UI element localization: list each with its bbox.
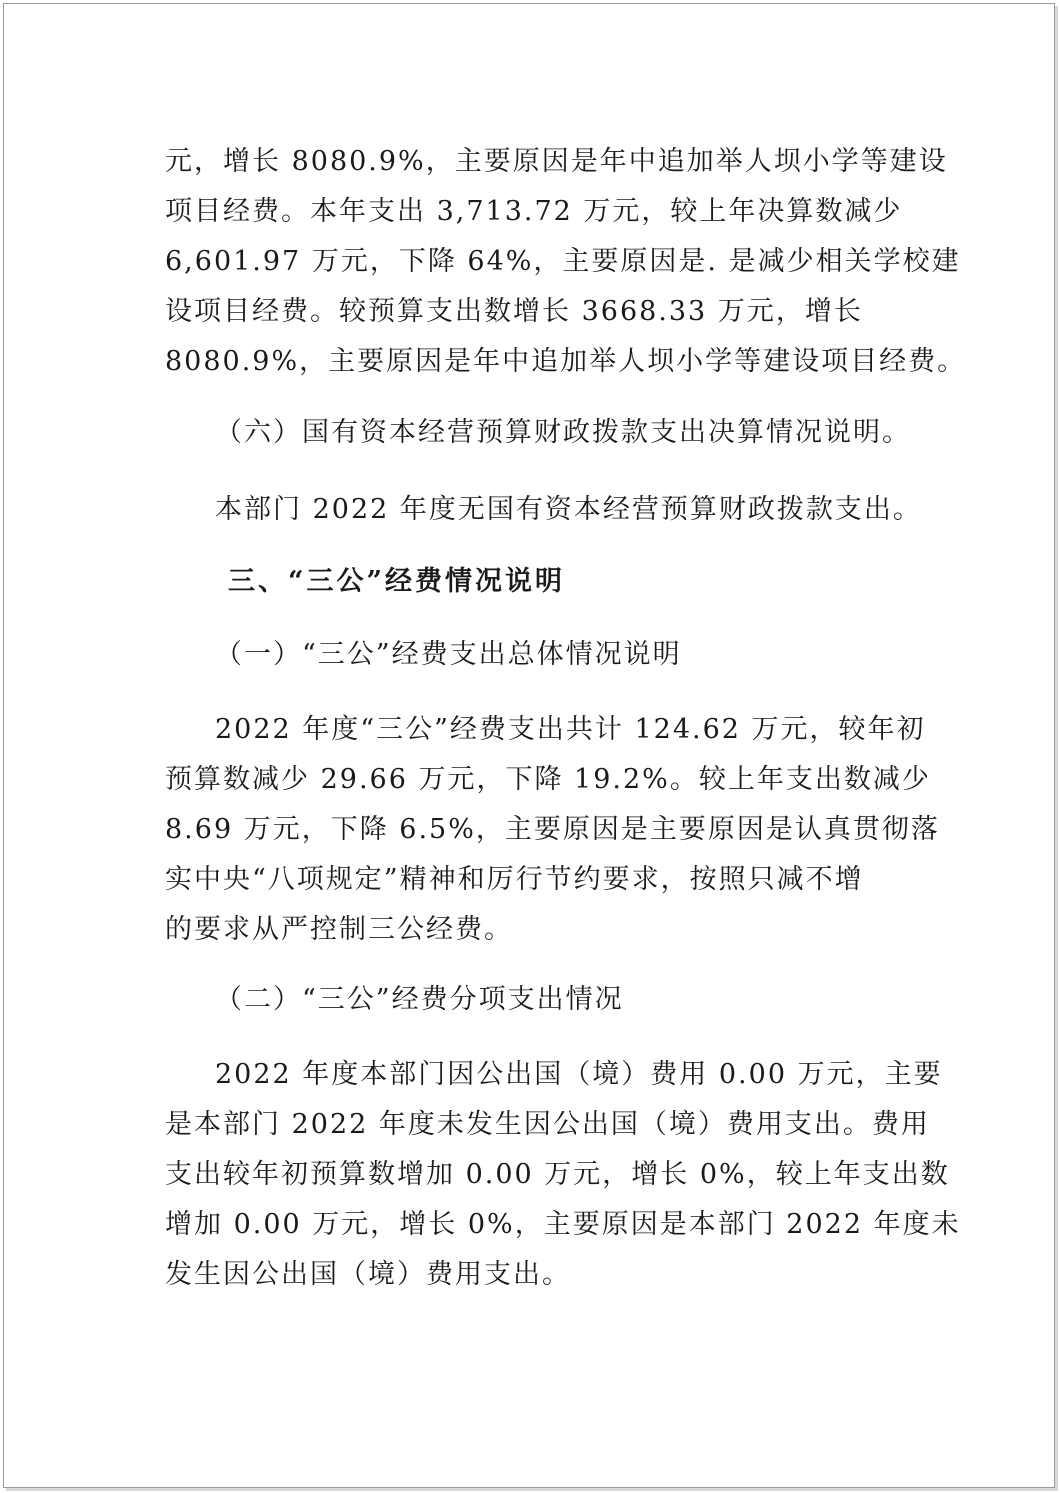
- text-line: 发生因公出国（境）费用支出。: [165, 1259, 571, 1290]
- text-line: 6,601.97 万元，下降 64%，主要原因是. 是减少相关学校建: [165, 246, 961, 277]
- heading-text: （一）“三公”经费支出总体情况说明: [215, 639, 682, 670]
- text-line: 实中央“八项规定”精神和厉行节约要求，按照只减不增: [165, 864, 864, 895]
- heading-text: 三、“三公”经费情况说明: [228, 566, 566, 597]
- text-line: 增加 0.00 万元，增长 0%，主要原因是本部门 2022 年度未: [165, 1209, 961, 1240]
- text-line: 是本部门 2022 年度未发生因公出国（境）费用支出。费用: [165, 1109, 930, 1140]
- text-line: 2022 年度“三公”经费支出共计 124.62 万元，较年初: [215, 714, 926, 745]
- text-line: 的要求从严控制三公经费。: [165, 914, 513, 945]
- text-line: 项目经费。本年支出 3,713.72 万元，较上年决算数减少: [165, 196, 903, 227]
- text-line: 预算数减少 29.66 万元，下降 19.2%。较上年支出数减少: [165, 764, 931, 795]
- text-line: 2022 年度本部门因公出国（境）费用 0.00 万元，主要: [215, 1059, 943, 1090]
- text-line: 8.69 万元，下降 6.5%，主要原因是主要原因是认真贯彻落: [165, 814, 940, 845]
- section-heading-three-public: [228, 557, 968, 607]
- paragraph-itemized: [165, 1050, 961, 1300]
- text-line: 支出较年初预算数增加 0.00 万元，增长 0%，较上年支出数: [165, 1159, 950, 1190]
- paragraph-state-capital: [165, 485, 922, 535]
- heading-state-capital: [165, 408, 911, 458]
- text-line: 8080.9%，主要原因是年中追加举人坝小学等建设项目经费。: [165, 346, 967, 377]
- text-line: 设项目经费。较预算支出数增长 3668.33 万元，增长: [165, 296, 863, 327]
- subheading-itemized: [165, 975, 905, 1025]
- text-line: 元，增长 8080.9%，主要原因是年中追加举人坝小学等建设: [165, 146, 948, 177]
- subheading-overall: [165, 630, 905, 680]
- heading-text: （二）“三公”经费分项支出情况: [215, 984, 624, 1015]
- paragraph-project-expenditure: [165, 137, 967, 387]
- heading-text: （六）国有资本经营预算财政拨款支出决算情况说明。: [215, 417, 911, 448]
- paragraph-overall: [165, 705, 940, 955]
- text-line: 本部门 2022 年度无国有资本经营预算财政拨款支出。: [215, 494, 922, 525]
